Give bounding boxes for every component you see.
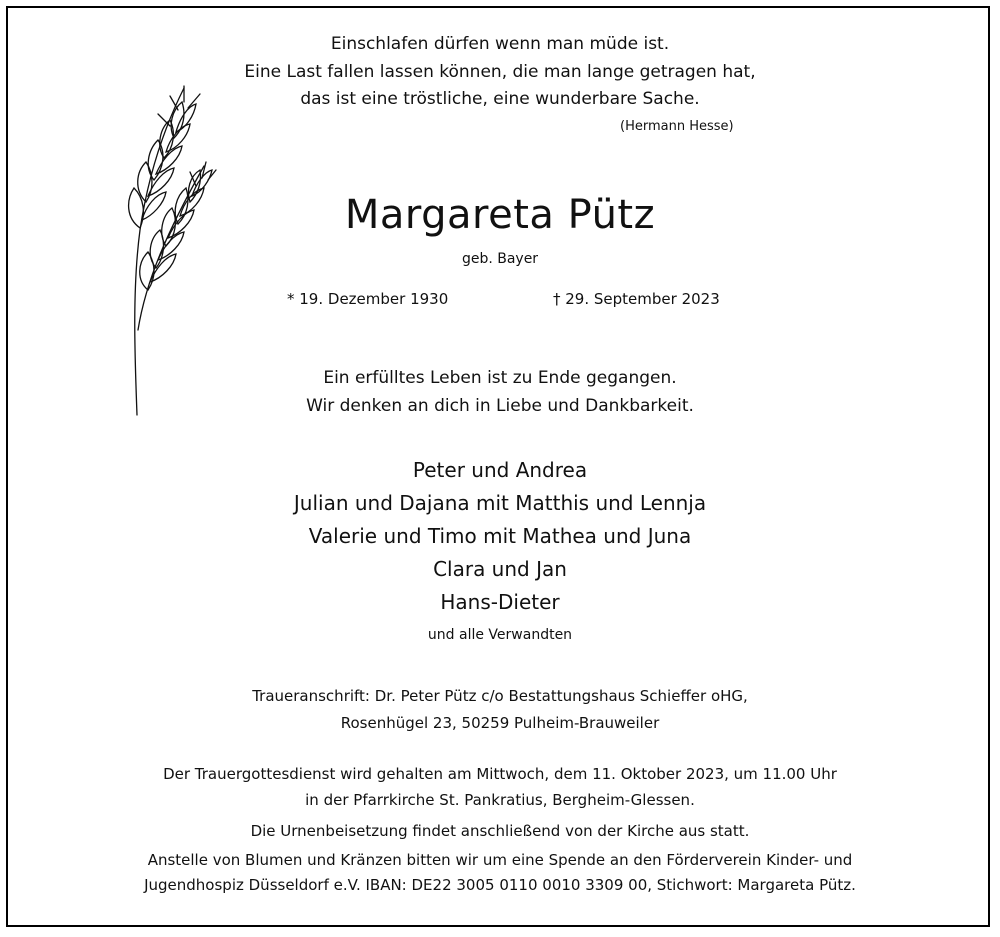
- birth-date: * 19. Dezember 1930: [287, 290, 449, 308]
- poem-author: (Hermann Hesse): [620, 119, 734, 134]
- poem-line-3: das ist eine tröstliche, eine wunderbare Sache.: [300, 89, 700, 109]
- family-member: Clara und Jan: [433, 557, 567, 581]
- deceased-name: Margareta Pütz: [344, 192, 656, 238]
- death-date: † 29. September 2023: [553, 290, 720, 308]
- motto-line-2: Wir denken an dich in Liebe und Dankbarkeit.: [306, 396, 694, 416]
- family-member: Valerie und Timo mit Mathea und Juna: [308, 524, 692, 548]
- urn-burial-note: Die Urnenbeisetzung findet anschließend von der Kirche aus statt.: [250, 822, 750, 840]
- relatives-note: und alle Verwandten: [427, 627, 573, 643]
- wheat-ears-icon: [118, 80, 218, 420]
- address-line-2: Rosenhügel 23, 50259 Pulheim-Brauweiler: [340, 714, 660, 732]
- family-member: Hans-Dieter: [440, 590, 560, 614]
- service-line-1: Der Trauergottesdienst wird gehalten am Mittwoch, dem 11. Oktober 2023, um 11.00 Uhr: [163, 765, 837, 783]
- address-line-1: Traueranschrift: Dr. Peter Pütz c/o Bestattungshaus Schieffer oHG,: [252, 687, 748, 705]
- service-line-2: in der Pfarrkirche St. Pankratius, Bergheim-Glessen.: [305, 791, 695, 809]
- motto-line-1: Ein erfülltes Leben ist zu Ende gegangen.: [323, 368, 677, 388]
- maiden-name: geb. Bayer: [461, 251, 539, 267]
- donation-line-2: Jugendhospiz Düsseldorf e.V. IBAN: DE22 3005 0110 0010 3309 00, Stichwort: Margareta Pütz.: [144, 876, 856, 894]
- poem-line-2: Eine Last fallen lassen können, die man lange getragen hat,: [244, 62, 756, 82]
- family-member: Julian und Dajana mit Matthis und Lennja: [293, 491, 707, 515]
- donation-line-1: Anstelle von Blumen und Kränzen bitten wir um eine Spende an den Förderverein Kinder- und: [147, 851, 853, 869]
- poem-line-1: Einschlafen dürfen wenn man müde ist.: [330, 34, 670, 54]
- family-member: Peter und Andrea: [412, 458, 588, 482]
